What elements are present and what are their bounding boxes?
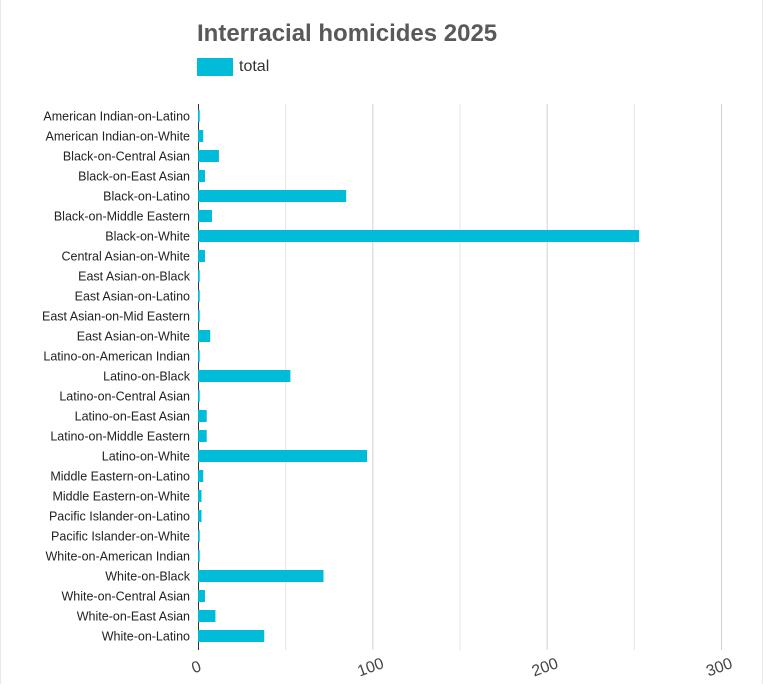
bar [198,150,219,162]
category-label: Latino-on-Black [103,369,190,384]
x-tick-label: 300 [704,655,735,681]
bar [198,410,207,422]
bar [198,630,264,642]
category-label: Pacific Islander-on-Latino [48,509,190,524]
bar [198,330,210,342]
bar [198,470,203,482]
bar [198,430,207,442]
bar [198,390,200,402]
x-tick-label: 100 [355,655,387,681]
bar [198,230,639,242]
bar [198,130,203,142]
bar [198,550,200,562]
bar [198,590,205,602]
category-label: American Indian-on-Latino [43,109,190,124]
legend-label-total: total [239,58,270,75]
bar [198,510,201,522]
category-label: Latino-on-American Indian [43,349,190,364]
bar [198,190,346,202]
bar [198,610,215,622]
category-label: White-on-Latino [101,629,190,644]
category-label: White-on-East Asian [76,609,190,624]
bar [198,110,200,122]
bar [198,250,205,262]
x-tick-label: 200 [529,655,561,681]
category-label: East Asian-on-Latino [74,289,190,304]
category-label: Black-on-East Asian [78,169,190,184]
category-label: Latino-on-White [101,449,190,464]
category-label: Black-on-White [105,229,190,244]
bar [198,350,200,362]
category-label: White-on-Central Asian [61,589,190,604]
category-label: Black-on-Latino [103,189,190,204]
bar [198,530,200,542]
category-label: Middle Eastern-on-White [52,489,190,504]
bar [198,490,201,502]
chart-title: Interracial homicides 2025 [197,20,498,47]
category-label: White-on-American Indian [45,549,190,564]
category-label: Latino-on-East Asian [74,409,190,424]
category-label: Black-on-Central Asian [62,149,190,164]
bar [198,210,212,222]
category-label: Middle Eastern-on-Latino [50,469,190,484]
bar [198,270,200,282]
bar [198,170,205,182]
bar [198,310,200,322]
category-label: American Indian-on-White [45,129,190,144]
category-label: Central Asian-on-White [61,249,190,264]
category-label: Black-on-Middle Eastern [53,209,190,224]
bar [198,290,200,302]
category-label: Latino-on-Middle Eastern [50,429,190,444]
category-label: East Asian-on-White [76,329,190,344]
category-label: East Asian-on-Mid Eastern [42,309,190,324]
category-label: East Asian-on-Black [78,269,190,284]
x-tick-label: 0 [189,658,204,678]
bar [198,450,367,462]
bar [198,570,324,582]
bar [198,370,290,382]
category-label: Latino-on-Central Asian [59,389,190,404]
category-label: Pacific Islander-on-White [51,529,190,544]
category-label: White-on-Black [105,569,190,584]
